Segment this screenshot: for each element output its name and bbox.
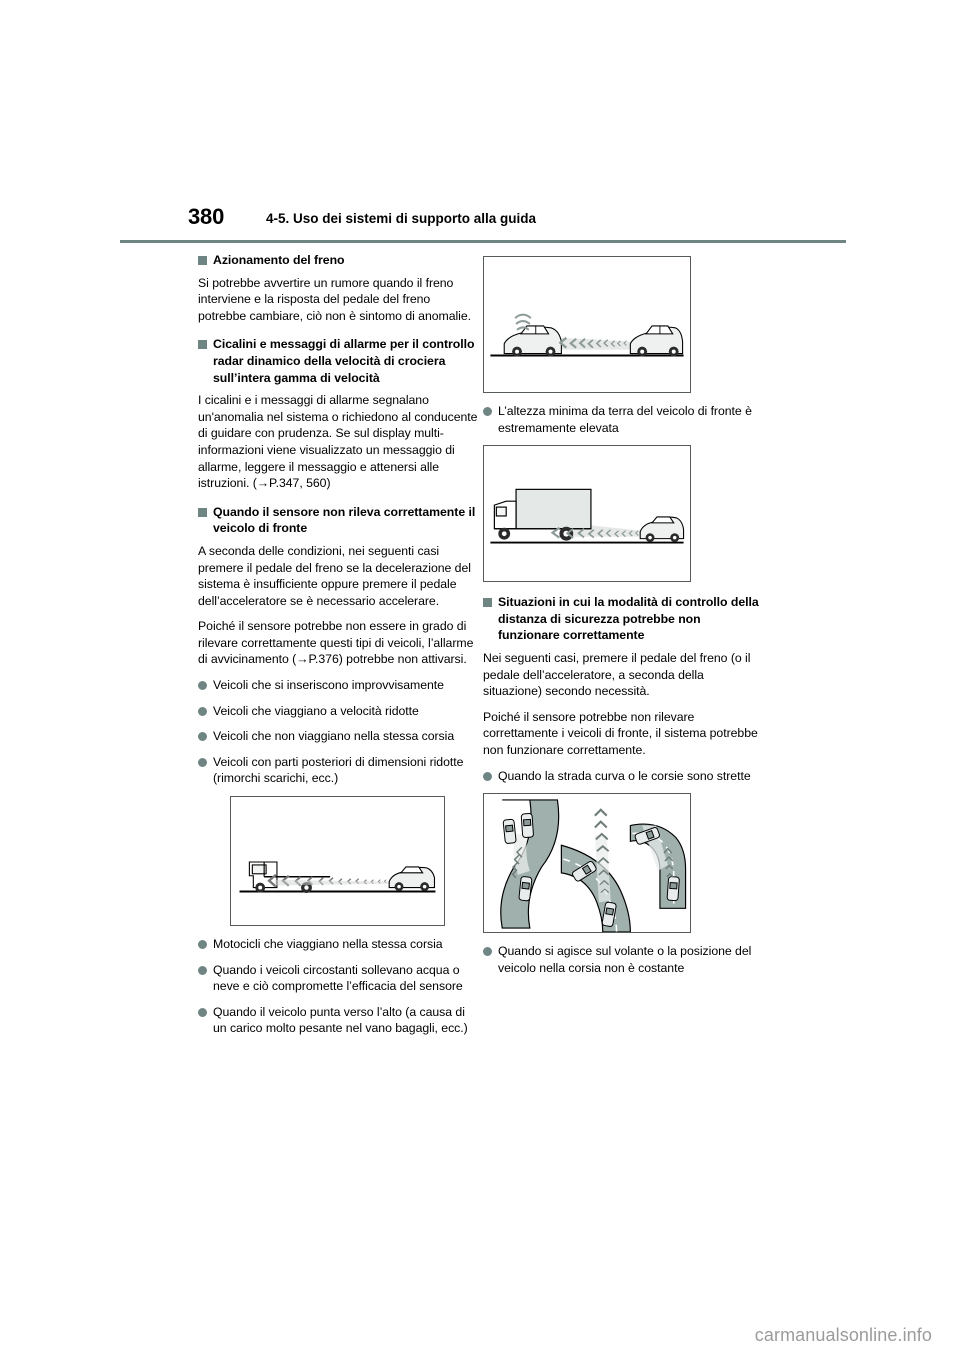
- left-column: [198, 252, 478, 1046]
- square-bullet-icon: [198, 256, 207, 265]
- heading-cicalini-messaggi-allarme: [198, 336, 478, 386]
- heading-sensore-non-rileva: [198, 504, 478, 537]
- list-item-label: Veicoli che si inseriscono improvvisamente: [213, 678, 444, 693]
- paragraph-sensor-limits: Poiché il sensore potrebbe non essere in grado di rilevare correttamente questi tipi di veicoli, l’allarme di avvicinamento (→P.376) potrebbe non attivarsi.: [198, 619, 474, 667]
- round-bullet-icon: [483, 947, 492, 956]
- heading-text: Cicalini e messaggi di allarme per il controllo radar dinamico della velocità di crociera sull’intera gamma di velocità: [213, 337, 475, 385]
- figure-flatbed-trailer-detection: [230, 796, 445, 926]
- list-item-label: Veicoli che non viaggiano nella stessa corsia: [213, 729, 455, 744]
- list-item: [198, 962, 478, 995]
- paragraph-warning-messages: I cicalini e i messaggi di allarme segnalano un'anomalia nel sistema o richiedono al conducente di guidare con prudenza. Se sul display multi-informazioni viene visualizzato un messaggio di allarme, leggere il messaggio e attenersi alle istruzioni. (→P.347, 560): [198, 393, 478, 491]
- heading-text: Situazioni in cui la modalità di controllo della distanza di sicurezza potrebbe non funzionare correttamente: [498, 595, 759, 643]
- paragraph-brake-noise: Si potrebbe avvertire un rumore quando il freno interviene e la risposta del pedale del freno potrebbe cambiare, ciò non è sintomo di anomalie.: [198, 275, 472, 323]
- square-bullet-icon: [198, 508, 207, 517]
- round-bullet-icon: [483, 772, 492, 781]
- figure-two-cars-radar: [483, 256, 691, 393]
- square-bullet-icon: [483, 598, 492, 607]
- figure-curved-roads: [483, 793, 691, 933]
- site-watermark: carmanualsonline.info: [754, 1325, 932, 1345]
- list-item-label: Veicoli che viaggiano a velocità ridotte: [213, 703, 419, 718]
- list-item-label: Quando il veicolo punta verso l’alto (a causa di un carico molto pesante nel vano bagagli, ecc.): [213, 1004, 468, 1036]
- list-item: [483, 768, 763, 785]
- list-item-label: Veicoli con parti posteriori di dimensioni ridotte (rimorchi scarichi, ecc.): [213, 754, 464, 786]
- header-divider: [120, 240, 846, 243]
- list-item-label: Quando la strada curva o le corsie sono strette: [498, 768, 751, 783]
- round-bullet-icon: [198, 940, 207, 949]
- list-item: [198, 677, 478, 694]
- round-bullet-icon: [198, 681, 207, 690]
- round-bullet-icon: [198, 732, 207, 741]
- round-bullet-icon: [198, 758, 207, 767]
- list-item: [198, 1004, 478, 1037]
- list-item-label: Motocicli che viaggiano nella stessa corsia: [213, 937, 443, 952]
- square-bullet-icon: [198, 340, 207, 349]
- round-bullet-icon: [483, 407, 492, 416]
- list-item-label: Quando si agisce sul volante o la posizione del veicolo nella corsia non è costante: [498, 944, 752, 975]
- round-bullet-icon: [198, 707, 207, 716]
- list-item-label: Quando i veicoli circostanti sollevano acqua o neve e ciò compromette l’efficacia del sensore: [213, 962, 463, 994]
- list-item: [198, 703, 478, 720]
- heading-situazioni-distanza-sicurezza: [483, 594, 763, 644]
- round-bullet-icon: [198, 966, 207, 975]
- heading-text: Quando il sensore non rileva correttamente il veicolo di fronte: [213, 504, 476, 536]
- chapter-title: 4-5. Uso dei sistemi di supporto alla guida: [266, 211, 537, 226]
- page-header: [120, 203, 846, 233]
- paragraph-sensor-detection: Poiché il sensore potrebbe non rilevare correttamente i veicoli di fronte, il sistema potrebbe non funzionare correttamente.: [483, 709, 758, 757]
- heading-azionamento-del-freno: [198, 252, 478, 269]
- paragraph-brake-accelerator: Nei seguenti casi, premere il pedale del freno (o il pedale dell’acceleratore, a seconda della situazione) secondo necessità.: [483, 650, 751, 699]
- round-bullet-icon: [198, 1008, 207, 1017]
- list-item: [483, 943, 763, 976]
- right-column: [483, 252, 763, 985]
- list-item-label: L’altezza minima da terra del veicolo di fronte è estremamente elevata: [498, 404, 752, 435]
- list-item: [483, 403, 763, 436]
- list-item: [198, 936, 478, 953]
- page-number: 380: [188, 204, 225, 229]
- list-item: [198, 754, 478, 787]
- paragraph-conditions: A seconda delle condizioni, nei seguenti casi premere il pedale del freno se la decelerazione del sistema è insufficiente oppure premere il pedale dell’acceleratore se è necessario accelerare.: [198, 543, 471, 608]
- figure-box-truck-detection: [483, 445, 691, 582]
- list-item: [198, 728, 478, 745]
- heading-text: Azionamento del freno: [213, 253, 345, 267]
